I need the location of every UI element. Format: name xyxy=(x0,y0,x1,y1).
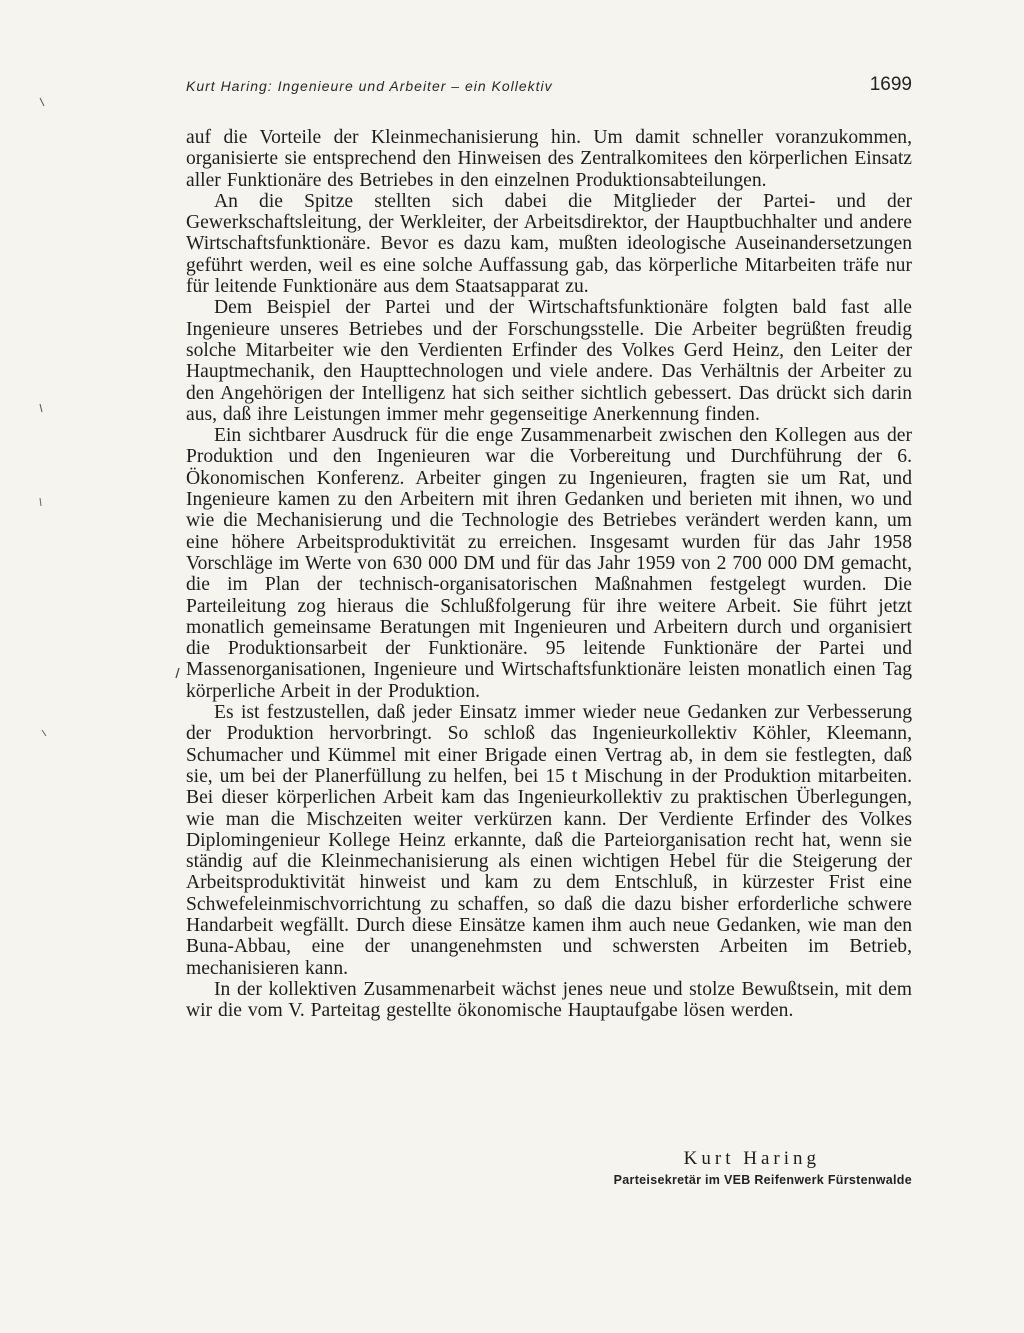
author-name: Kurt Haring xyxy=(683,1148,820,1169)
paragraph-1: auf die Vorteile der Kleinmechanisierung hin. Um damit schneller voranzukommen, organisierte sie entsprechend den Hinweisen des Zentralkomitees den körperlichen Einsatz aller Funktionäre des Betriebes in den einzelnen Produktionsabteilungen. xyxy=(186,127,912,191)
page-header xyxy=(186,74,912,104)
scan-mark xyxy=(40,404,42,412)
paragraph-6: In der kollektiven Zusammenarbeit wächst jenes neue und stolze Bewußtsein, mit dem wir die vom V. Parteitag gestellte ökonomische Hauptaufgabe lösen werden. xyxy=(186,978,912,1022)
author-role: Parteisekretär im VEB Reifenwerk Fürstenwalde xyxy=(613,1173,912,1187)
article-body xyxy=(186,127,912,1021)
page-number: 1699 xyxy=(869,74,912,95)
author-signature xyxy=(186,1148,912,1190)
scan-mark xyxy=(176,668,179,678)
scan-mark xyxy=(40,98,44,106)
paragraph-4: Ein sichtbarer Ausdruck für die enge Zusammenarbeit zwischen den Kollegen aus der Produktion und den Ingenieuren war die Vorbereitung und Durchführung der 6. Ökonomischen Konferenz. Arbeiter gingen zu Ingenieuren, fragten sie um Rat, und Ingenieure kamen zu den Arbeitern mit ihren Gedanken und berieten mit ihnen, wo und wie die Mechanisierung und die Technologie des Betriebes verändert werden kann, um eine höhere Arbeitsproduktivität zu erreichen. Insgesamt wurden für das Jahr 1958 Vorschläge im Werte von 630 000 DM und für das Jahr 1959 von 2 700 000 DM gemacht, die im Plan der technisch-organisatorischen Maßnahmen festgelegt wurden. Die Parteileitung zog hieraus die Schlußfolgerung für ihre weitere Arbeit. Sie führt jetzt monatlich gemeinsame Beratungen mit Ingenieuren und Arbeitern durch und organisiert die Produktionsarbeit der Funktionäre. 95 leitende Funktionäre der Partei und Massenorganisationen, Ingenieure und Wirtschaftsfunktionäre leisten monatlich einen Tag körperliche Arbeit in der Produktion. xyxy=(186,425,912,702)
paragraph-2: An die Spitze stellten sich dabei die Mitglieder der Partei- und der Gewerkschaftsleitung, der Werkleiter, der Arbeitsdirektor, der Hauptbuchhalter und andere Wirtschaftsfunktionäre. Bevor es dazu kam, mußten ideologische Auseinandersetzungen geführt werden, weil es eine solche Auffassung gab, das körperliche Mitarbeiten träfe nur für leitende Funktionäre aus dem Staatsapparat zu. xyxy=(186,190,912,298)
running-title: Kurt Haring: Ingenieure und Arbeiter – ein Kollektiv xyxy=(186,78,553,94)
scan-mark xyxy=(40,498,41,506)
paragraph-3: Dem Beispiel der Partei und der Wirtschaftsfunktionäre folgten bald fast alle Ingenieure unseres Betriebes und der Forschungsstelle. Die Arbeiter begrüßten freudig solche Mitarbeiter wie den Verdienten Erfinder des Volkes Gerd Heinz, den Leiter der Hauptmechanik, den Haupttechnologen und viele andere. Das Verhältnis der Arbeiter zu den Angehörigen der Intelligenz hat sich seither sichtlich gebessert. Das drückt sich darin aus, daß ihre Leistungen immer mehr gegenseitige Anerkennung finden. xyxy=(186,297,912,425)
paragraph-5: Es ist festzustellen, daß jeder Einsatz immer wieder neue Gedanken zur Verbesserung der Produktion hervorbringt. So schloß das Ingenieurkollektiv Köhler, Kleemann, Schumacher und Kümmel mit einer Brigade einen Vertrag ab, in dem sie festlegten, daß sie, um bei der Planerfüllung zu helfen, bei 15 t Mischung in der Produktion mitarbeiten. Bei dieser körperlichen Arbeit kam das Ingenieurkollektiv zu praktischen Überlegungen, wie man die Mischzeiten weiter verkürzen kann. Der Verdiente Erfinder des Volkes Diplomingenieur Kollege Heinz erkannte, daß die Parteiorganisation recht hat, wenn sie ständig auf die Kleinmechanisierung als einen wichtigen Hebel für die Steigerung der Arbeitsproduktivität hinweist und kam zu dem Entschluß, in kürzester Frist eine Schwefeleinmischvorrichtung zu schaffen, so daß die dazu bisher erforderliche schwere Handarbeit wegfällt. Durch diese Einsätze kamen ihm auch neue Gedanken, wie man den Buna-Abbau, eine der unangenehmsten und schwersten Arbeiten im Betrieb, mechanisieren kann. xyxy=(186,702,912,979)
scan-mark xyxy=(42,730,46,736)
